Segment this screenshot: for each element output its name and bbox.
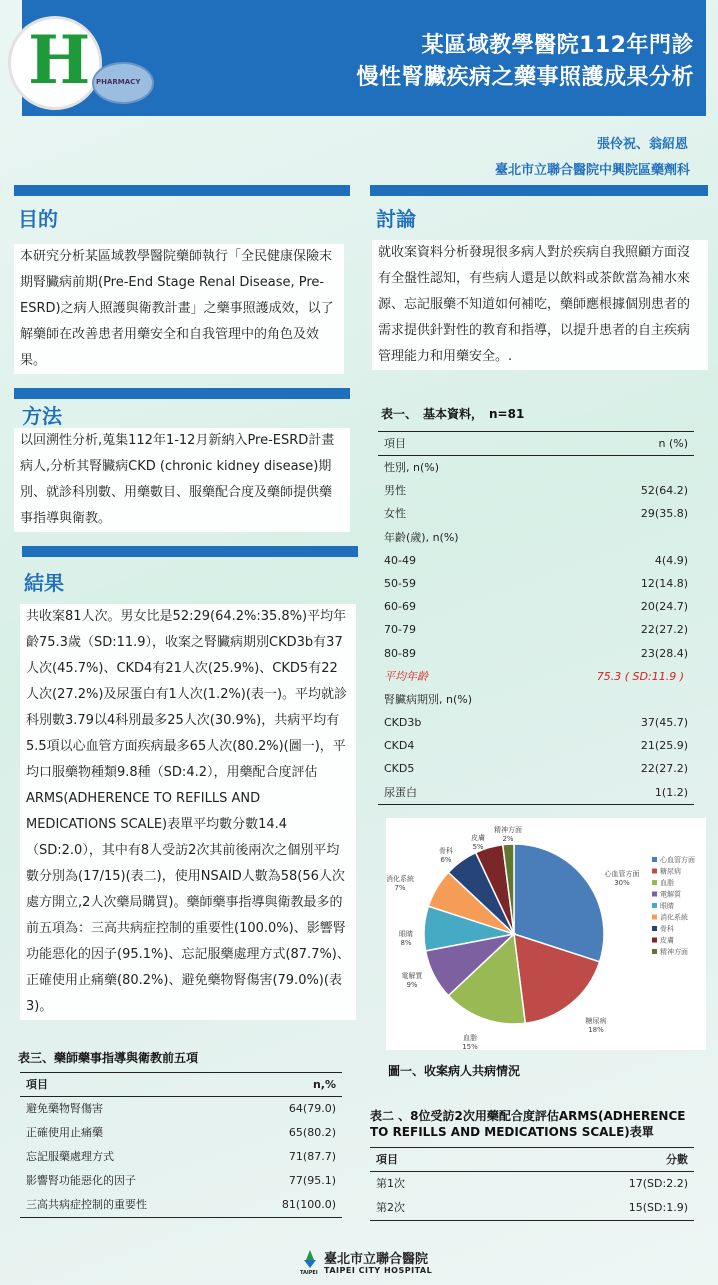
footer-hospital-icon: [300, 1248, 320, 1270]
table1-row: [378, 711, 694, 734]
table1-row-value: 37(45.7): [640, 716, 688, 730]
results-bar: [22, 546, 358, 557]
results-heading: 結果: [24, 571, 64, 595]
table1: [378, 431, 694, 805]
chart-panel: [386, 818, 706, 1050]
legend-swatch: [652, 880, 657, 885]
table1-title: 表一、 基本資料， n=81: [381, 407, 525, 421]
table3-row-label: 避免藥物腎傷害: [26, 1102, 103, 1115]
table2-row: [370, 1172, 694, 1196]
table1-bottom-rule: [378, 804, 694, 805]
table1-row-value: 22(27.2): [640, 762, 688, 776]
table1-row: [378, 549, 694, 572]
table3-row-label: 忘記服藥處理方式: [26, 1150, 114, 1163]
table1-row: [378, 734, 694, 757]
table1-row-value: 1(1.2): [654, 785, 688, 799]
table1-row-value: 23(28.4): [640, 646, 688, 660]
footer-name-zh: 臺北市立聯合醫院: [324, 1252, 429, 1267]
legend-swatch: [652, 892, 657, 897]
table3-row: [20, 1121, 342, 1145]
table1-row-value: 21(25.9): [640, 739, 688, 753]
table3-row: [20, 1169, 342, 1193]
table1-col1: 項目: [384, 437, 406, 450]
purpose-heading: 目的: [18, 207, 58, 231]
table3-row-label: 正確使用止痛藥: [26, 1126, 103, 1139]
comorbidity-pie-chart: [386, 818, 706, 1050]
table2-body: [370, 1172, 694, 1220]
legend-swatch: [652, 938, 657, 943]
table1-row-label: 70-79: [384, 623, 416, 637]
pie-slice-label: 眼睛: [399, 930, 413, 938]
table1-row-label: CKD3b: [384, 716, 422, 730]
table1-row-label: 男性: [384, 484, 406, 498]
table1-row-label: 60-69: [384, 600, 416, 614]
discussion-text: 就收案資料分析發現很多病人對於疾病自我照顧方面沒有全盤性認知，有些病人還是以飲料或茶飲當為補水來源、忘記服藥不知道如何補吃，藥師應根據個別患者的需求提供針對性的教育和指導，以提升患者的自主疾病管理能力和用藥安全。.: [372, 240, 708, 370]
figure1-caption: 圖一、收案病人共病情況: [388, 1064, 521, 1078]
table1-row-label: 80-89: [384, 646, 416, 660]
table1-row-label: 平均年齡: [384, 669, 428, 683]
table2: [370, 1147, 694, 1221]
legend-entry: 皮膚: [660, 936, 674, 945]
purpose-bar: [14, 185, 350, 196]
table1-row: [378, 456, 694, 479]
pie-slice-percent: 2%: [502, 835, 514, 843]
table1-row-label: 性別, n(%): [384, 461, 439, 474]
table1-row: [378, 526, 694, 549]
legend-swatch: [652, 903, 657, 908]
table2-row-label: 第2次: [376, 1201, 405, 1214]
table2-row-value: 15(SD:1.9): [628, 1201, 688, 1214]
legend-entry: 消化系統: [660, 913, 688, 922]
logo-h-letter: H: [28, 21, 91, 99]
legend-entry: 心血管方面: [660, 856, 695, 864]
table1-row-value: 20(24.7): [640, 600, 688, 614]
footer-name-en: TAIPEI CITY HOSPITAL: [324, 1266, 433, 1275]
table3-bottom-rule: [20, 1217, 342, 1218]
poster-title-line2: 慢性腎臟疾病之藥事照護成果分析: [356, 65, 694, 90]
results-text: 共收案81人次。男女比是52:29(64.2%:35.8%)平均年齡75.3歲（SD:11.9），收案之腎臟病期別CKD3b有37人次(45.7%)、CKD4有21人次(25.9%)、CKD5有22人次(27.2%)及尿蛋白有1人次(1.2%)(表一)。平均就診科別數3.79以4科別最多25人次(30.9%)，共病平均有5.5項以心血管方面疾病最多65人次(80.2%)(圖一)，平均口服藥物種類9.8種（SD:4.2），用藥配合度評估ARMS(ADHERENCE TO REFILLS AND MEDICATIONS SCALE)表單平均數分數14.4（SD:2.0），其中有8人受訪2次其前後兩次之個別平均數分別為(17/15)(表二)，使用NSAID人數為58(56人次處方開立,2人次藥局購買)。藥師藥事指導與衛教最多的前五項為：三高共病症控制的重要性(100.0%)、影響腎功能惡化的因子(95.1%)、忘記服藥處理方式(87.7%)、正確使用止痛藥(80.2%)、避免藥物腎傷害(79.0%)(表3)。: [20, 604, 356, 1020]
table1-row-label: CKD5: [384, 762, 415, 776]
table3-title: 表三、藥師藥事指導與衛教前五項: [18, 1051, 199, 1065]
table2-col1: 項目: [376, 1153, 398, 1166]
authors: 張伶祝、翁紹恩: [596, 137, 688, 152]
table2-row: [370, 1196, 694, 1220]
table3-row-value: 81(100.0): [281, 1198, 336, 1211]
legend-entry: 骨科: [660, 925, 674, 933]
table3-row: [20, 1097, 342, 1121]
table3-col1: 項目: [26, 1078, 48, 1091]
pie-slice-label: 血脂: [463, 1034, 477, 1042]
poster-title-line1: 某區域教學醫院112年門診: [421, 33, 694, 58]
table1-row-label: 腎臟病期別, n(%): [384, 692, 472, 706]
table3-row-value: 71(87.7): [288, 1150, 336, 1163]
legend-swatch: [652, 857, 657, 862]
table1-body: [378, 456, 694, 804]
pie-slice-label: 糖尿病: [585, 1017, 607, 1025]
table1-row-value: 4(4.9): [654, 553, 688, 567]
pie-slice-label: 皮膚: [471, 834, 485, 842]
table1-header: [378, 432, 694, 455]
purpose-text: 本研究分析某區域教學醫院藥師執行「全民健康保險末期腎臟病前期(Pre-End Stage Renal Disease, Pre-ESRD)之病人照護與衛教計畫」之藥事照護成效，以了解藥師在改善患者用藥安全和自我管理中的角色及效果。: [14, 244, 344, 374]
legend-entry: 精神方面: [660, 948, 688, 956]
pharmacy-logo: [92, 62, 154, 104]
pie-slice-label: 心血管方面: [604, 870, 640, 878]
pie-slice-label: 精神方面: [494, 826, 522, 834]
pie-slice-percent: 6%: [440, 856, 452, 864]
table1-row-label: 年齡(歲), n(%): [384, 530, 459, 544]
table3-row-label: 三高共病症控制的重要性: [26, 1198, 147, 1211]
table3-row-label: 影響腎功能惡化的因子: [26, 1174, 136, 1187]
table3-header: [20, 1073, 342, 1096]
table3-col2: n,%: [312, 1078, 336, 1091]
legend-entry: 電解質: [660, 890, 681, 899]
table1-row-label: CKD4: [384, 739, 415, 753]
table1-row-label: 尿蛋白: [384, 785, 417, 799]
legend-swatch: [652, 926, 657, 931]
methods-heading: 方法: [22, 404, 62, 428]
pie-slice-percent: 15%: [462, 1043, 478, 1050]
table1-row-label: 女性: [384, 507, 406, 521]
legend-entry: 糖尿病: [660, 867, 681, 876]
table1-row-label: 40-49: [384, 553, 416, 567]
table1-row-value: 22(27.2): [640, 623, 688, 637]
pie-slice-percent: 5%: [472, 843, 484, 851]
legend-swatch: [652, 915, 657, 920]
discussion-heading: 討論: [376, 207, 416, 231]
methods-bar: [14, 388, 350, 399]
legend-entry: 眼睛: [660, 902, 674, 910]
table1-row-value: 29(35.8): [640, 507, 688, 521]
table3-row: [20, 1145, 342, 1169]
legend-swatch: [652, 869, 657, 874]
table2-header: [370, 1148, 694, 1171]
table1-row: [378, 595, 694, 618]
legend-entry: 血脂: [660, 879, 674, 887]
table1-row-value: 12(14.8): [640, 576, 688, 590]
table3: [20, 1072, 342, 1218]
table1-row: [378, 781, 694, 804]
table1-row: [378, 757, 694, 780]
table2-row-label: 第1次: [376, 1177, 405, 1190]
pie-slice-percent: 9%: [406, 981, 418, 989]
methods-text: 以回溯性分析,蒐集112年1-12月新納入Pre-ESRD計畫病人,分析其腎臟病CKD (chronic kidney disease)期別、就診科別數、用藥數目、服藥配合度及藥師提供藥事指導與衛教。: [14, 428, 350, 532]
pharmacy-logo-text: PHARMACY: [96, 78, 141, 86]
table1-row: [378, 642, 694, 665]
table1-row: [378, 665, 694, 688]
footer-logo-text: TAIPEI: [300, 1270, 318, 1276]
table1-row-value: 75.3 ( SD:11.9 ): [596, 669, 684, 683]
table1-row: [378, 688, 694, 711]
pie-slice-percent: 18%: [588, 1026, 604, 1034]
pie-slice-label: 消化系統: [386, 875, 414, 883]
table2-row-value: 17(SD:2.2): [628, 1177, 688, 1190]
table1-row: [378, 618, 694, 641]
table3-row-value: 65(80.2): [288, 1126, 336, 1139]
table3-row: [20, 1193, 342, 1217]
table2-title: 表二 、8位受訪2次用藥配合度評估ARMS(ADHERENCE TO REFILLS AND MEDICATIONS SCALE)表單: [370, 1109, 686, 1139]
table3-body: [20, 1097, 342, 1217]
affiliation: 臺北市立聯合醫院中興院區藥劑科: [494, 163, 690, 178]
table2-col2: 分數: [666, 1153, 688, 1166]
pie-slice-percent: 8%: [400, 939, 412, 947]
table1-row-label: 50-59: [384, 576, 416, 590]
pie-slice-percent: 30%: [614, 879, 630, 887]
table1-row-value: 52(64.2): [640, 484, 688, 498]
discussion-bar: [370, 185, 708, 196]
table3-row-value: 77(95.1): [288, 1174, 336, 1187]
table1-row: [378, 572, 694, 595]
legend-swatch: [652, 949, 657, 954]
pie-slice-label: 骨科: [439, 847, 453, 855]
table2-bottom-rule: [370, 1220, 694, 1221]
table1-row: [378, 502, 694, 525]
pie-slice-percent: 7%: [394, 884, 406, 892]
table3-row-value: 64(79.0): [288, 1102, 336, 1115]
table1-row: [378, 479, 694, 502]
pie-slice-label: 電解質: [401, 972, 423, 980]
table1-col2: n (%): [658, 437, 688, 450]
